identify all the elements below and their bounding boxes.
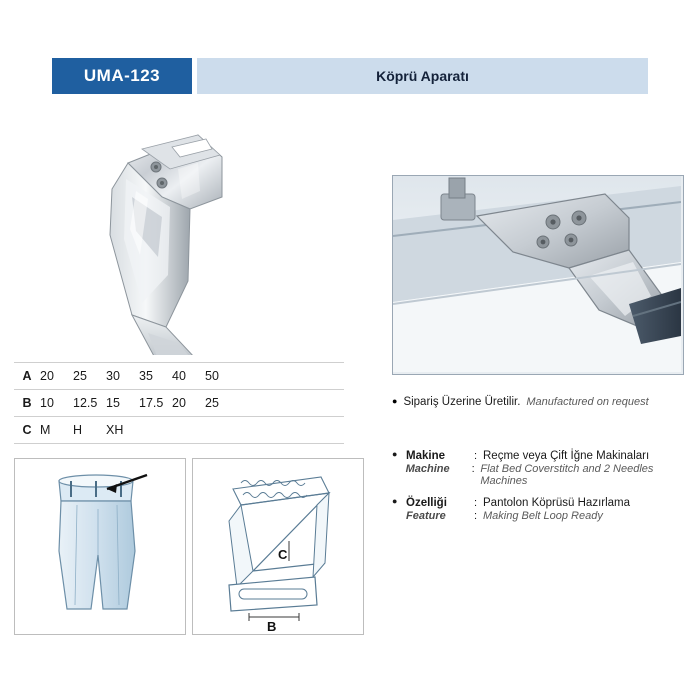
cell: H (73, 423, 83, 437)
detail-row-feature-tr (392, 497, 697, 509)
row-label-a: A (22, 369, 32, 383)
table-row (14, 389, 344, 416)
product-photo (70, 105, 320, 355)
machine-application-photo (392, 175, 684, 375)
cell: 25 (73, 369, 87, 383)
detail-value-feature-tr: Pantolon Köprüsü Hazırlama (483, 497, 631, 509)
detail-key-feature-en: Feature (406, 510, 446, 522)
cell: 17.5 (139, 396, 164, 410)
detail-value-machine-tr: Reçme veya Çift İğne Makinaları (483, 450, 650, 462)
made-to-order-tr: Sipariş Üzerine Üretilir. (403, 396, 521, 408)
cell: 20 (172, 396, 186, 410)
cell: 20 (40, 369, 54, 383)
page-title: Köprü Aparatı (197, 58, 648, 94)
dimension-b-label: B (267, 619, 277, 632)
detail-row-feature-en (392, 510, 697, 522)
belt-loop-diagram (192, 458, 364, 635)
table-row (14, 416, 344, 444)
colon-separator: : (471, 463, 475, 475)
detail-key-machine-en: Machine (405, 463, 450, 475)
folder-attachment-illustration (70, 105, 320, 355)
dimension-table (14, 362, 344, 444)
cell: 30 (106, 369, 120, 383)
product-header (52, 58, 648, 94)
loop-dimension-illustration (193, 459, 361, 632)
cell: 35 (139, 369, 153, 383)
cell: XH (106, 423, 124, 437)
product-details (392, 450, 697, 523)
spacer-row (392, 488, 697, 497)
dimension-c-label: C (278, 547, 288, 562)
colon-separator: : (474, 510, 478, 522)
detail-key-machine-tr: Makine (406, 450, 445, 462)
bullet-icon: ● (392, 496, 398, 506)
colon-separator: : (474, 450, 478, 462)
row-label-c: C (22, 423, 32, 437)
detail-value-feature-en: Making Belt Loop Ready (483, 510, 603, 522)
product-code: UMA-123 (52, 58, 192, 94)
cell: M (40, 423, 51, 437)
order-note-block (392, 396, 692, 410)
cell: 12.5 (73, 396, 98, 410)
sewing-machine-photo (393, 176, 681, 372)
detail-key-feature-tr: Özelliği (406, 497, 447, 509)
cell: 40 (172, 369, 186, 383)
detail-row-machine-tr (392, 450, 697, 462)
detail-value-machine-en: Flat Bed Coverstitch and 2 Needles Machines (480, 463, 654, 487)
row-label-b: B (22, 396, 32, 410)
table-row (14, 362, 344, 389)
cell: 25 (205, 396, 219, 410)
detail-row-machine-en (392, 463, 697, 487)
bullet-icon: ● (392, 396, 398, 406)
pants-illustration (15, 459, 183, 632)
cell: 50 (205, 369, 219, 383)
colon-separator: : (474, 497, 478, 509)
cell: 15 (106, 396, 120, 410)
made-to-order-note (392, 396, 692, 408)
cell: 10 (40, 396, 54, 410)
made-to-order-en: Manufactured on request (526, 396, 649, 408)
pants-diagram (14, 458, 186, 635)
bullet-icon: ● (392, 449, 398, 459)
